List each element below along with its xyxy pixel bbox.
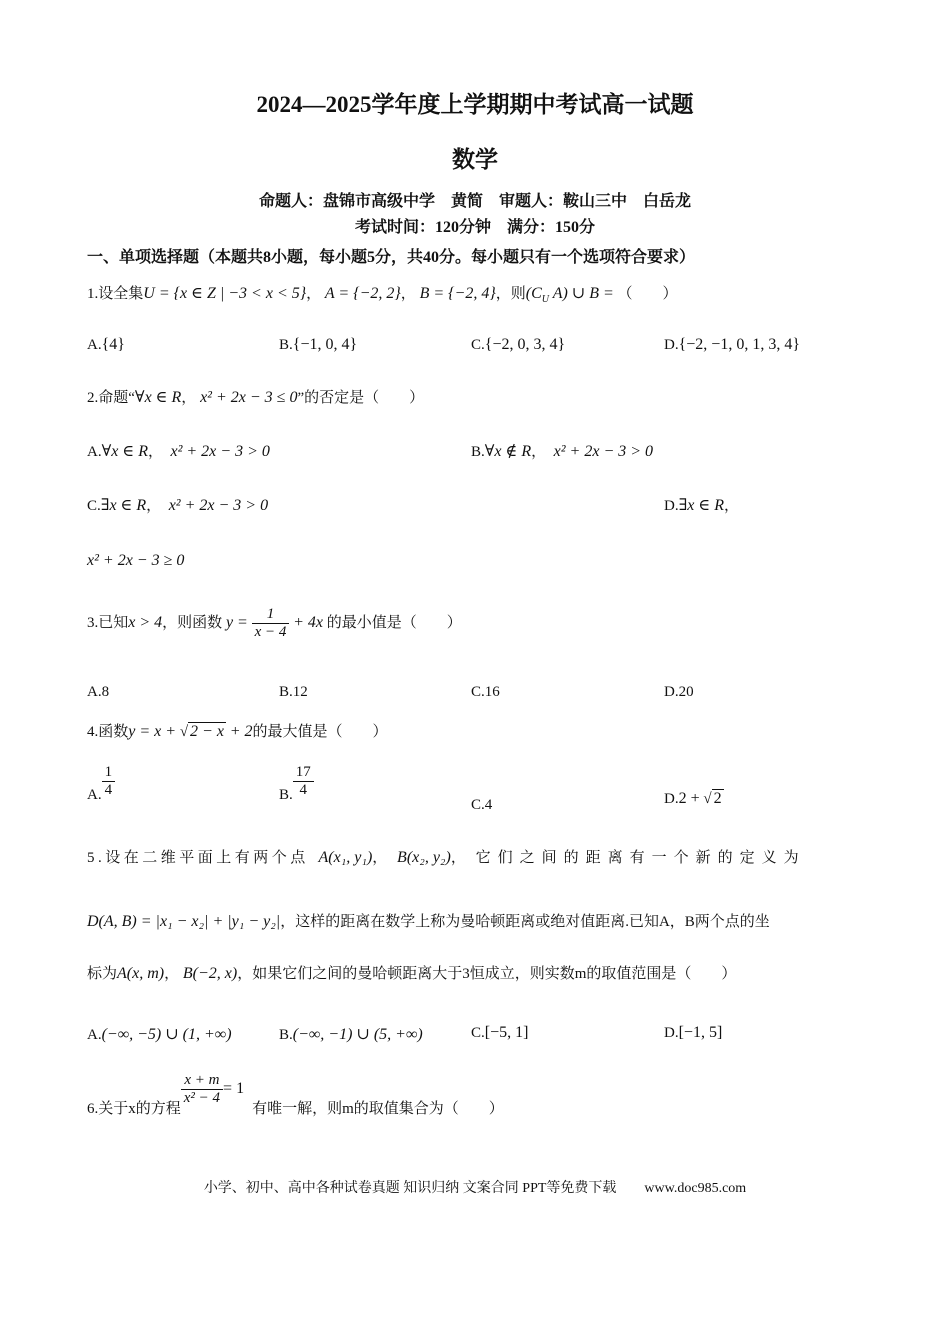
- q2-option-d-cont: x² + 2x − 3 ≥ 0: [87, 552, 185, 569]
- q1-option-d: D.{−2, −1, 0, 1, 3, 4}: [664, 336, 800, 353]
- q5-option-a: A.(−∞, −5) ∪ (1, +∞): [87, 1026, 232, 1043]
- q2-quant: ∀x ∈ R: [134, 389, 182, 406]
- q3-option-c: C.16: [471, 684, 500, 700]
- q4-option-a: A. $\frac{1}{4}$: [87, 764, 115, 804]
- section-heading: 一、单项选择题（本题共8小题，每小题5分，共40分。每小题只有一个选项符合要求）: [87, 249, 696, 266]
- q2-option-a: A.∀x ∈ R， x² + 2x − 3 > 0: [87, 443, 270, 460]
- q6-fraction: $\frac{x + m}{\text{x² − 4}}$: [181, 1072, 223, 1108]
- q1-option-b: B.{−1, 0, 4}: [279, 336, 358, 353]
- q1-prefix: 1.设全集: [87, 286, 144, 302]
- q2-ineq: x² + 2x − 3 ≤ 0: [200, 389, 298, 406]
- q4-radical: 2 − x: [190, 723, 224, 740]
- q1-set-b: B = {−2, 4}: [419, 285, 496, 302]
- question-3: 3.已知x > 4，则函数 y = $\frac{1}{x - 4}$ + 4x 的最小值是（ ）: [87, 606, 462, 641]
- question-6: 6.关于x的方程 $\frac{x + m}{\text{x² − 4}}$ = 1有唯一解，则m的取值集合为（ ）: [87, 1072, 504, 1118]
- q2-option-b: B.∀x ∉ R， x² + 2x − 3 > 0: [471, 443, 654, 460]
- question-4: 4.函数y = x + √ 2 − x + 2的最大值是（ ）: [87, 723, 388, 740]
- q5-formula: D(A, B) = |x₁ − x₂| + |y₁ − y₂|: [87, 913, 281, 930]
- q1-paren: （ ）: [617, 286, 678, 302]
- question-5-line-2: D(A, B) = |x₁ − x₂| + |y₁ − y₂|，这样的距离在数学上称为曼哈顿距离或绝对值距离.已知A，B两个点的坐: [87, 913, 770, 930]
- q3-option-a: A.8: [87, 684, 110, 700]
- q1-set-u: U = {x ∈ Z | −3 < x < 5}: [143, 285, 307, 302]
- q3-fraction: $\frac{1}{x - 4}$: [252, 606, 290, 642]
- q3-option-d: D.20: [664, 684, 694, 700]
- question-5-line-3: 标为A(x, m)， B(−2, x)，如果它们之间的曼哈顿距离大于3恒成立，则实数m的取值范围是（ ）: [87, 965, 737, 982]
- q1-then: ，则: [495, 286, 526, 302]
- q2-option-d: D.∃x ∈ R，: [664, 497, 740, 514]
- question-5-line-1: 5.设在二维平面上有两个点 A(x₁, y₁)， B(x₂, y₂)， 它们之间的距离有一个新的定义为: [87, 849, 806, 866]
- exam-info-line: 考试时间：120分钟 满分：150分: [354, 219, 595, 236]
- q5-option-b: B.(−∞, −1) ∪ (5, +∞): [279, 1026, 423, 1043]
- q1-expr: ($C_U$ A) ∪ B =: [525, 285, 614, 306]
- q5-option-d: D.[−1, 5]: [664, 1024, 723, 1041]
- question-2: 2.命题“∀x ∈ R， x² + 2x − 3 ≤ 0”的否定是（ ）: [87, 389, 425, 406]
- q1-option-c: C.{−2, 0, 3, 4}: [471, 336, 566, 353]
- q2-option-c: C.∃x ∈ R， x² + 2x − 3 > 0: [87, 497, 269, 514]
- q4-option-b: B. $\frac{17}{4}$: [279, 764, 314, 804]
- authors-line: 命题人：盘锦市高级中学 黄简 审题人：鞍山三中 白岳龙: [258, 193, 691, 210]
- q3-option-b: B.12: [279, 684, 308, 700]
- subject-title: 数学: [452, 147, 498, 172]
- q1-option-a: A.{4}: [87, 336, 125, 353]
- q4-option-c: C.4: [471, 797, 493, 813]
- question-1: 1.设全集U = {x ∈ Z | −3 < x < 5}， A = {−2, 2}， B = {−2, 4}，则($C_U$ A) ∪ B = （ ）: [87, 285, 678, 306]
- q4-option-d: D.2 + √ 2: [664, 790, 722, 807]
- q1-set-a: A = {−2, 2}: [324, 285, 401, 302]
- footer: 小学、初中、高中各种试卷真题 知识归纳 文案合同 PPT等免费下载 www.doc985.com: [203, 1181, 747, 1196]
- q5-option-c: C.[−5, 1]: [471, 1024, 529, 1041]
- exam-title: 2024—2025学年度上学期期中考试高一试题: [256, 92, 694, 117]
